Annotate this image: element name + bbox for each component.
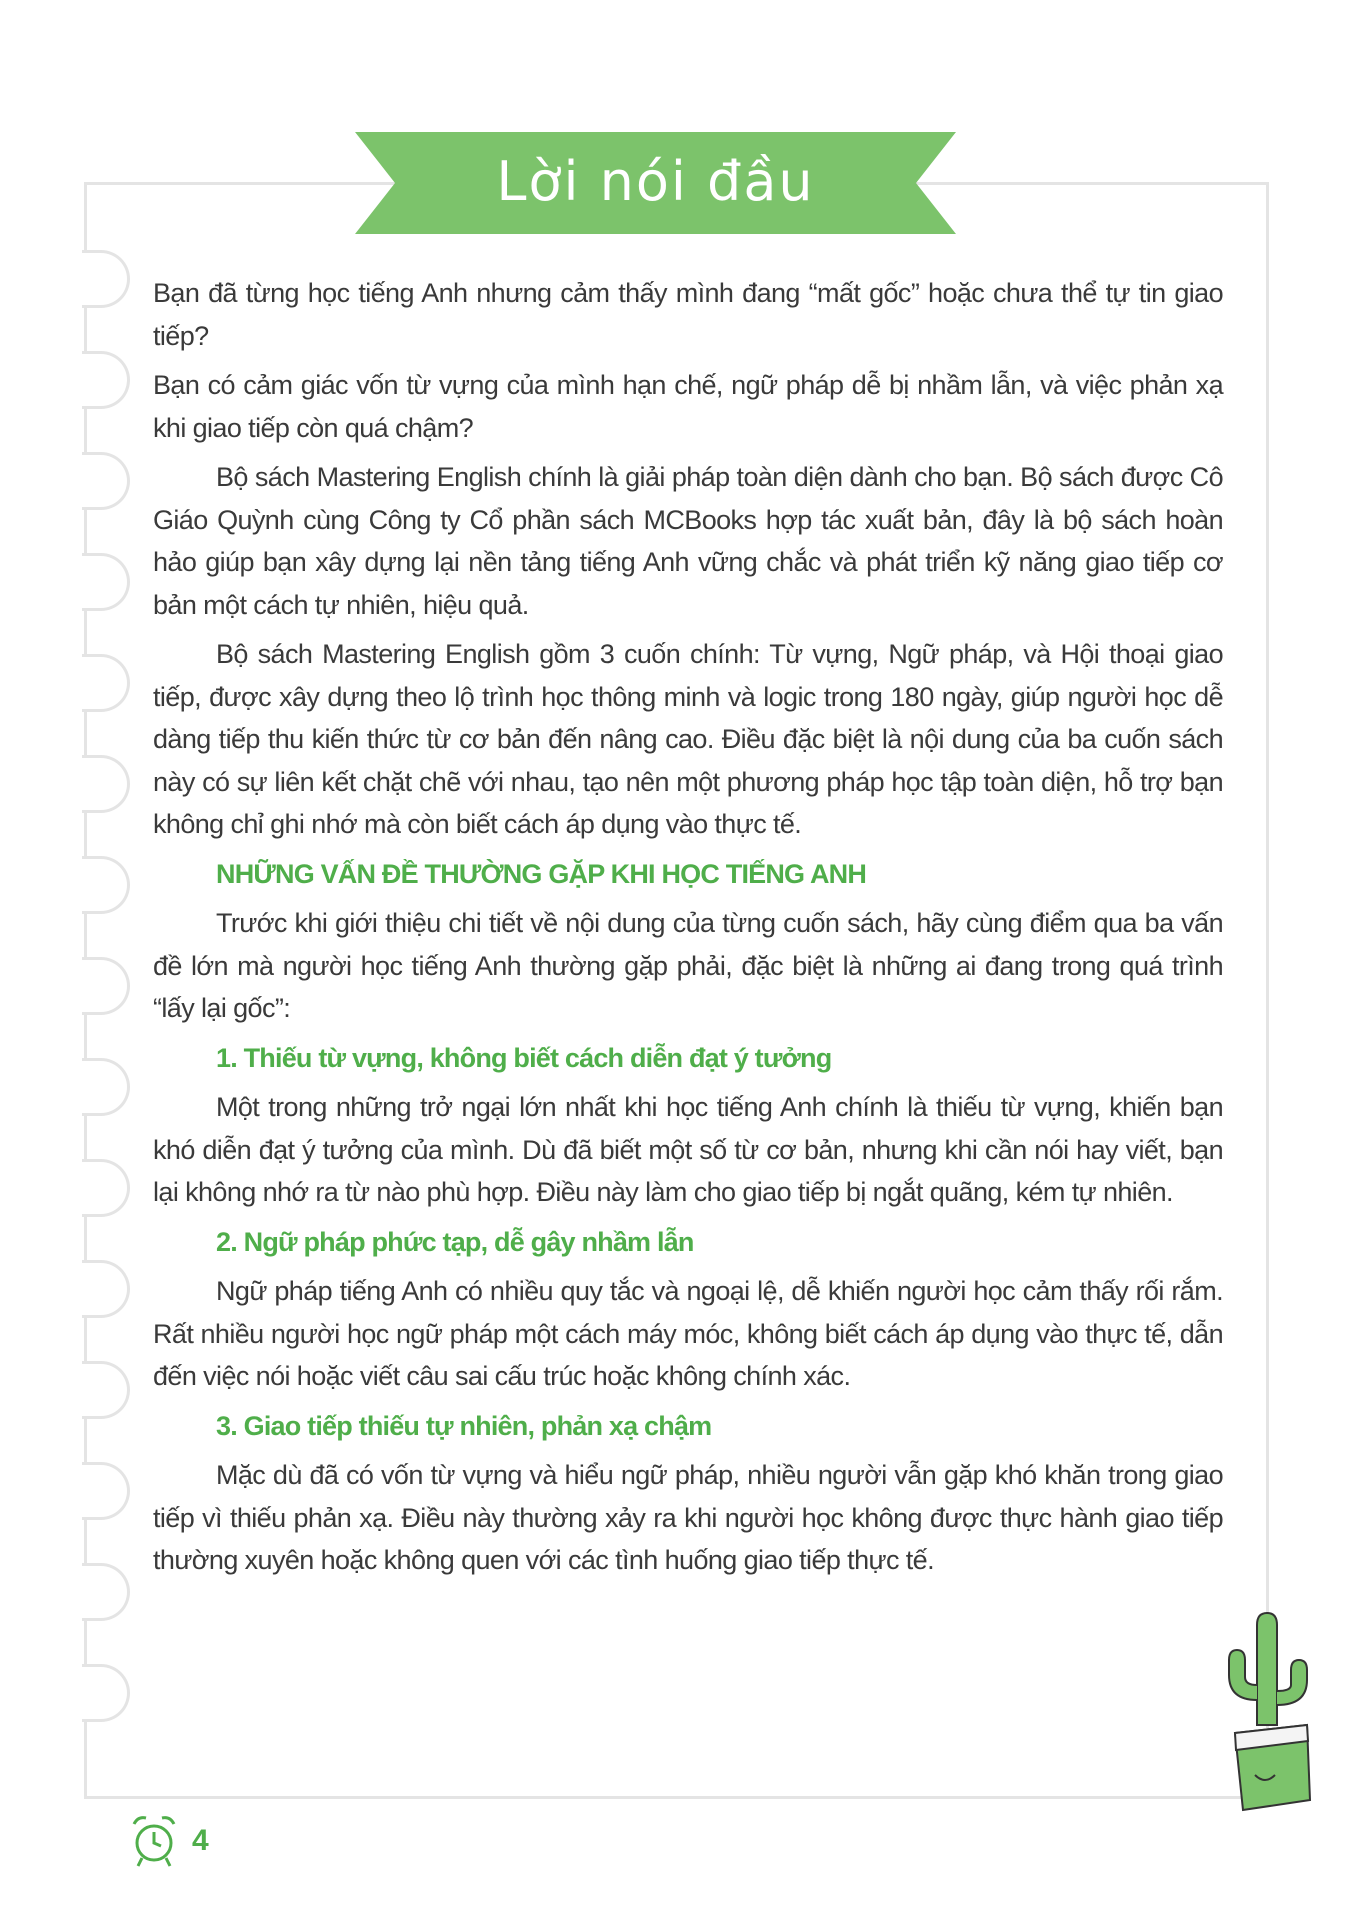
alarm-clock-icon	[130, 1812, 180, 1870]
ring	[82, 1159, 130, 1217]
page-title: Lời nói đầu	[496, 150, 815, 213]
ring	[82, 1260, 130, 1318]
ring	[82, 452, 130, 510]
ring	[82, 654, 130, 712]
section-heading: NHỮNG VẤN ĐỀ THƯỜNG GẶP KHI HỌC TIẾNG ANH	[216, 858, 867, 889]
title-banner	[355, 132, 956, 234]
ring	[82, 553, 130, 611]
paragraph: Một trong những trở ngại lớn nhất khi học tiếng Anh chính là thiếu từ vựng, khiến bạn khó diễn đạt ý tưởng của mình. Dù đã biết một số từ cơ bản, nhưng khi cần nói hay viết, bạn lại không nhớ ra từ nào phù hợp. Điều này làm cho giao tiếp bị ngắt quãng, kém tự nhiên.	[153, 1092, 1223, 1207]
page-number: 4	[192, 1824, 209, 1857]
ring	[82, 250, 130, 308]
ring	[82, 1361, 130, 1419]
subheading: 1. Thiếu từ vựng, không biết cách diễn đạt ý tưởng	[216, 1042, 832, 1073]
ring	[82, 1058, 130, 1116]
paragraph: Mặc dù đã có vốn từ vựng và hiểu ngữ pháp, nhiều người vẫn gặp khó khăn trong giao tiếp vì thiếu phản xạ. Điều này thường xảy ra khi người học không được thực hành giao tiếp thường xuyên hoặc không quen với các tình huống giao tiếp thực tế.	[153, 1460, 1223, 1575]
ring	[82, 957, 130, 1015]
paragraph: Ngữ pháp tiếng Anh có nhiều quy tắc và ngoại lệ, dễ khiến người học cảm thấy rối rắm. Rất nhiều người học ngữ pháp một cách máy móc, không biết cách áp dụng vào thực tế, dẫn đến việc nói hoặc viết câu sai cấu trúc hoặc không chính xác.	[153, 1276, 1223, 1391]
ring	[82, 755, 130, 813]
paragraph: Bạn có cảm giác vốn từ vựng của mình hạn chế, ngữ pháp dễ bị nhầm lẫn, và việc phản xạ khi giao tiếp còn quá chậm?	[153, 370, 1223, 443]
subheading: 3. Giao tiếp thiếu tự nhiên, phản xạ chậm	[216, 1410, 712, 1441]
page-footer	[130, 1812, 209, 1875]
ring	[82, 1664, 130, 1722]
notebook-rings	[82, 250, 142, 1730]
paragraph: Trước khi giới thiệu chi tiết về nội dung của từng cuốn sách, hãy cùng điểm qua ba vấn đề lớn mà người học tiếng Anh thường gặp phải, đặc biệt là những ai đang trong quá trình “lấy lại gốc”:	[153, 908, 1223, 1023]
subheading: 2. Ngữ pháp phức tạp, dễ gây nhầm lẫn	[216, 1226, 694, 1257]
cactus-illustration	[1215, 1605, 1325, 1820]
paragraph: Bộ sách Mastering English gồm 3 cuốn chính: Từ vựng, Ngữ pháp, và Hội thoại giao tiếp, được xây dựng theo lộ trình học thông minh và logic trong 180 ngày, giúp người học dễ dàng tiếp thu kiến thức từ cơ bản đến nâng cao. Điều đặc biệt là nội dung của ba cuốn sách này có sự liên kết chặt chẽ với nhau, tạo nên một phương pháp học tập toàn diện, hỗ trợ bạn không chỉ ghi nhớ mà còn biết cách áp dụng vào thực tế.	[153, 639, 1223, 839]
preface-body	[153, 272, 1223, 1589]
ring	[82, 351, 130, 409]
ring	[82, 1563, 130, 1621]
paragraph: Bộ sách Mastering English chính là giải pháp toàn diện dành cho bạn. Bộ sách được Cô Giáo Quỳnh cùng Công ty Cổ phần sách MCBooks hợp tác xuất bản, đây là bộ sách hoàn hảo giúp bạn xây dựng lại nền tảng tiếng Anh vững chắc và phát triển kỹ năng giao tiếp cơ bản một cách tự nhiên, hiệu quả.	[153, 462, 1223, 620]
ring	[82, 856, 130, 914]
paragraph: Bạn đã từng học tiếng Anh nhưng cảm thấy mình đang “mất gốc” hoặc chưa thể tự tin giao tiếp?	[153, 278, 1223, 351]
ring	[82, 1462, 130, 1520]
